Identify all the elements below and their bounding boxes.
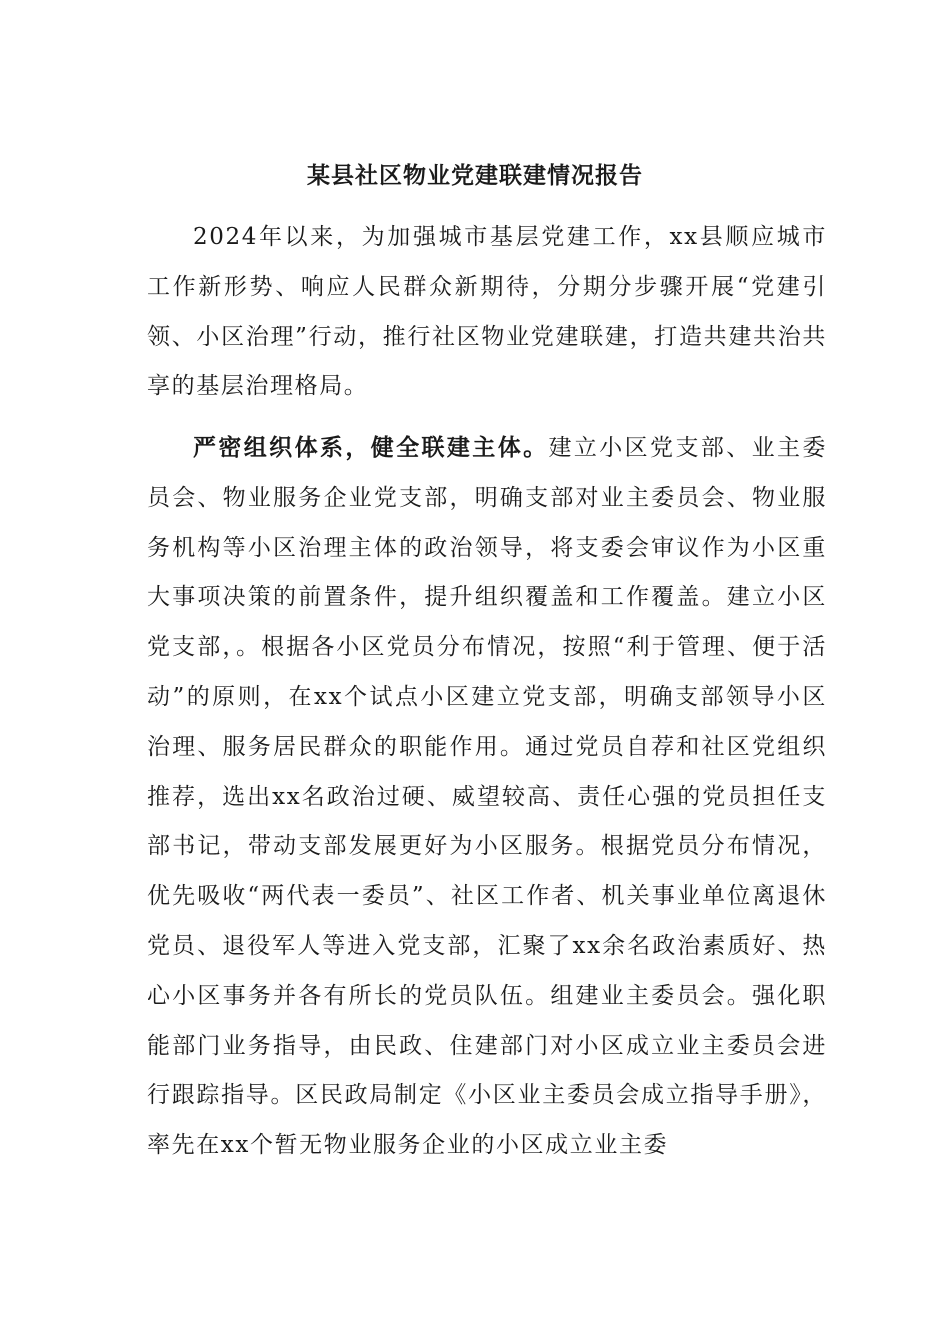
document-title: 某县社区物业党建联建情况报告	[307, 162, 643, 189]
intro-paragraph: 2024年以来，为加强城市基层党建工作，xx县顺应城市工作新形势、响应人民群众新期待，分期分步骤开展“党建引领、小区治理”行动，推行社区物业党建联建，打造共建共治共享的基层治理格局。	[147, 224, 827, 400]
paragraph-body-text: 建立小区党支部、业主委员会、物业服务企业党支部，明确支部对业主委员会、物业服务机构等小区治理主体的政治领导，将支委会审议作为小区重大事项决策的前置条件，提升组织覆盖和工作覆盖。建立小区党支部，。根据各小区党员分布情况，按照“利于管理、便于活动”的原则，在xx个试点小区建立党支部，明确支部领导小区治理、服务居民群众的职能作用。通过党员自荐和社区党组织推荐，选出xx名政治过硬、威望较高、责任心强的党员担任支部书记，带动支部发展更好为小区服务。根据党员分布情况，优先吸收“两代表一委员”、社区工作者、机关事业单位离退休党员、退役军人等进入党支部，汇聚了xx余名政治素质好、热心小区事务并各有所长的党员队伍。组建业主委员会。强化职能部门业务指导，由民政、住建部门对小区成立业主委员会进行跟踪指导。区民政局制定《小区业主委员会成立指导手册》，率先在xx个暂无物业服务企业的小区成立业主委	[147, 435, 827, 1159]
organization-paragraph	[147, 423, 827, 1171]
paragraph-lead-heading: 严密组织体系，健全联建主体。	[193, 434, 549, 461]
